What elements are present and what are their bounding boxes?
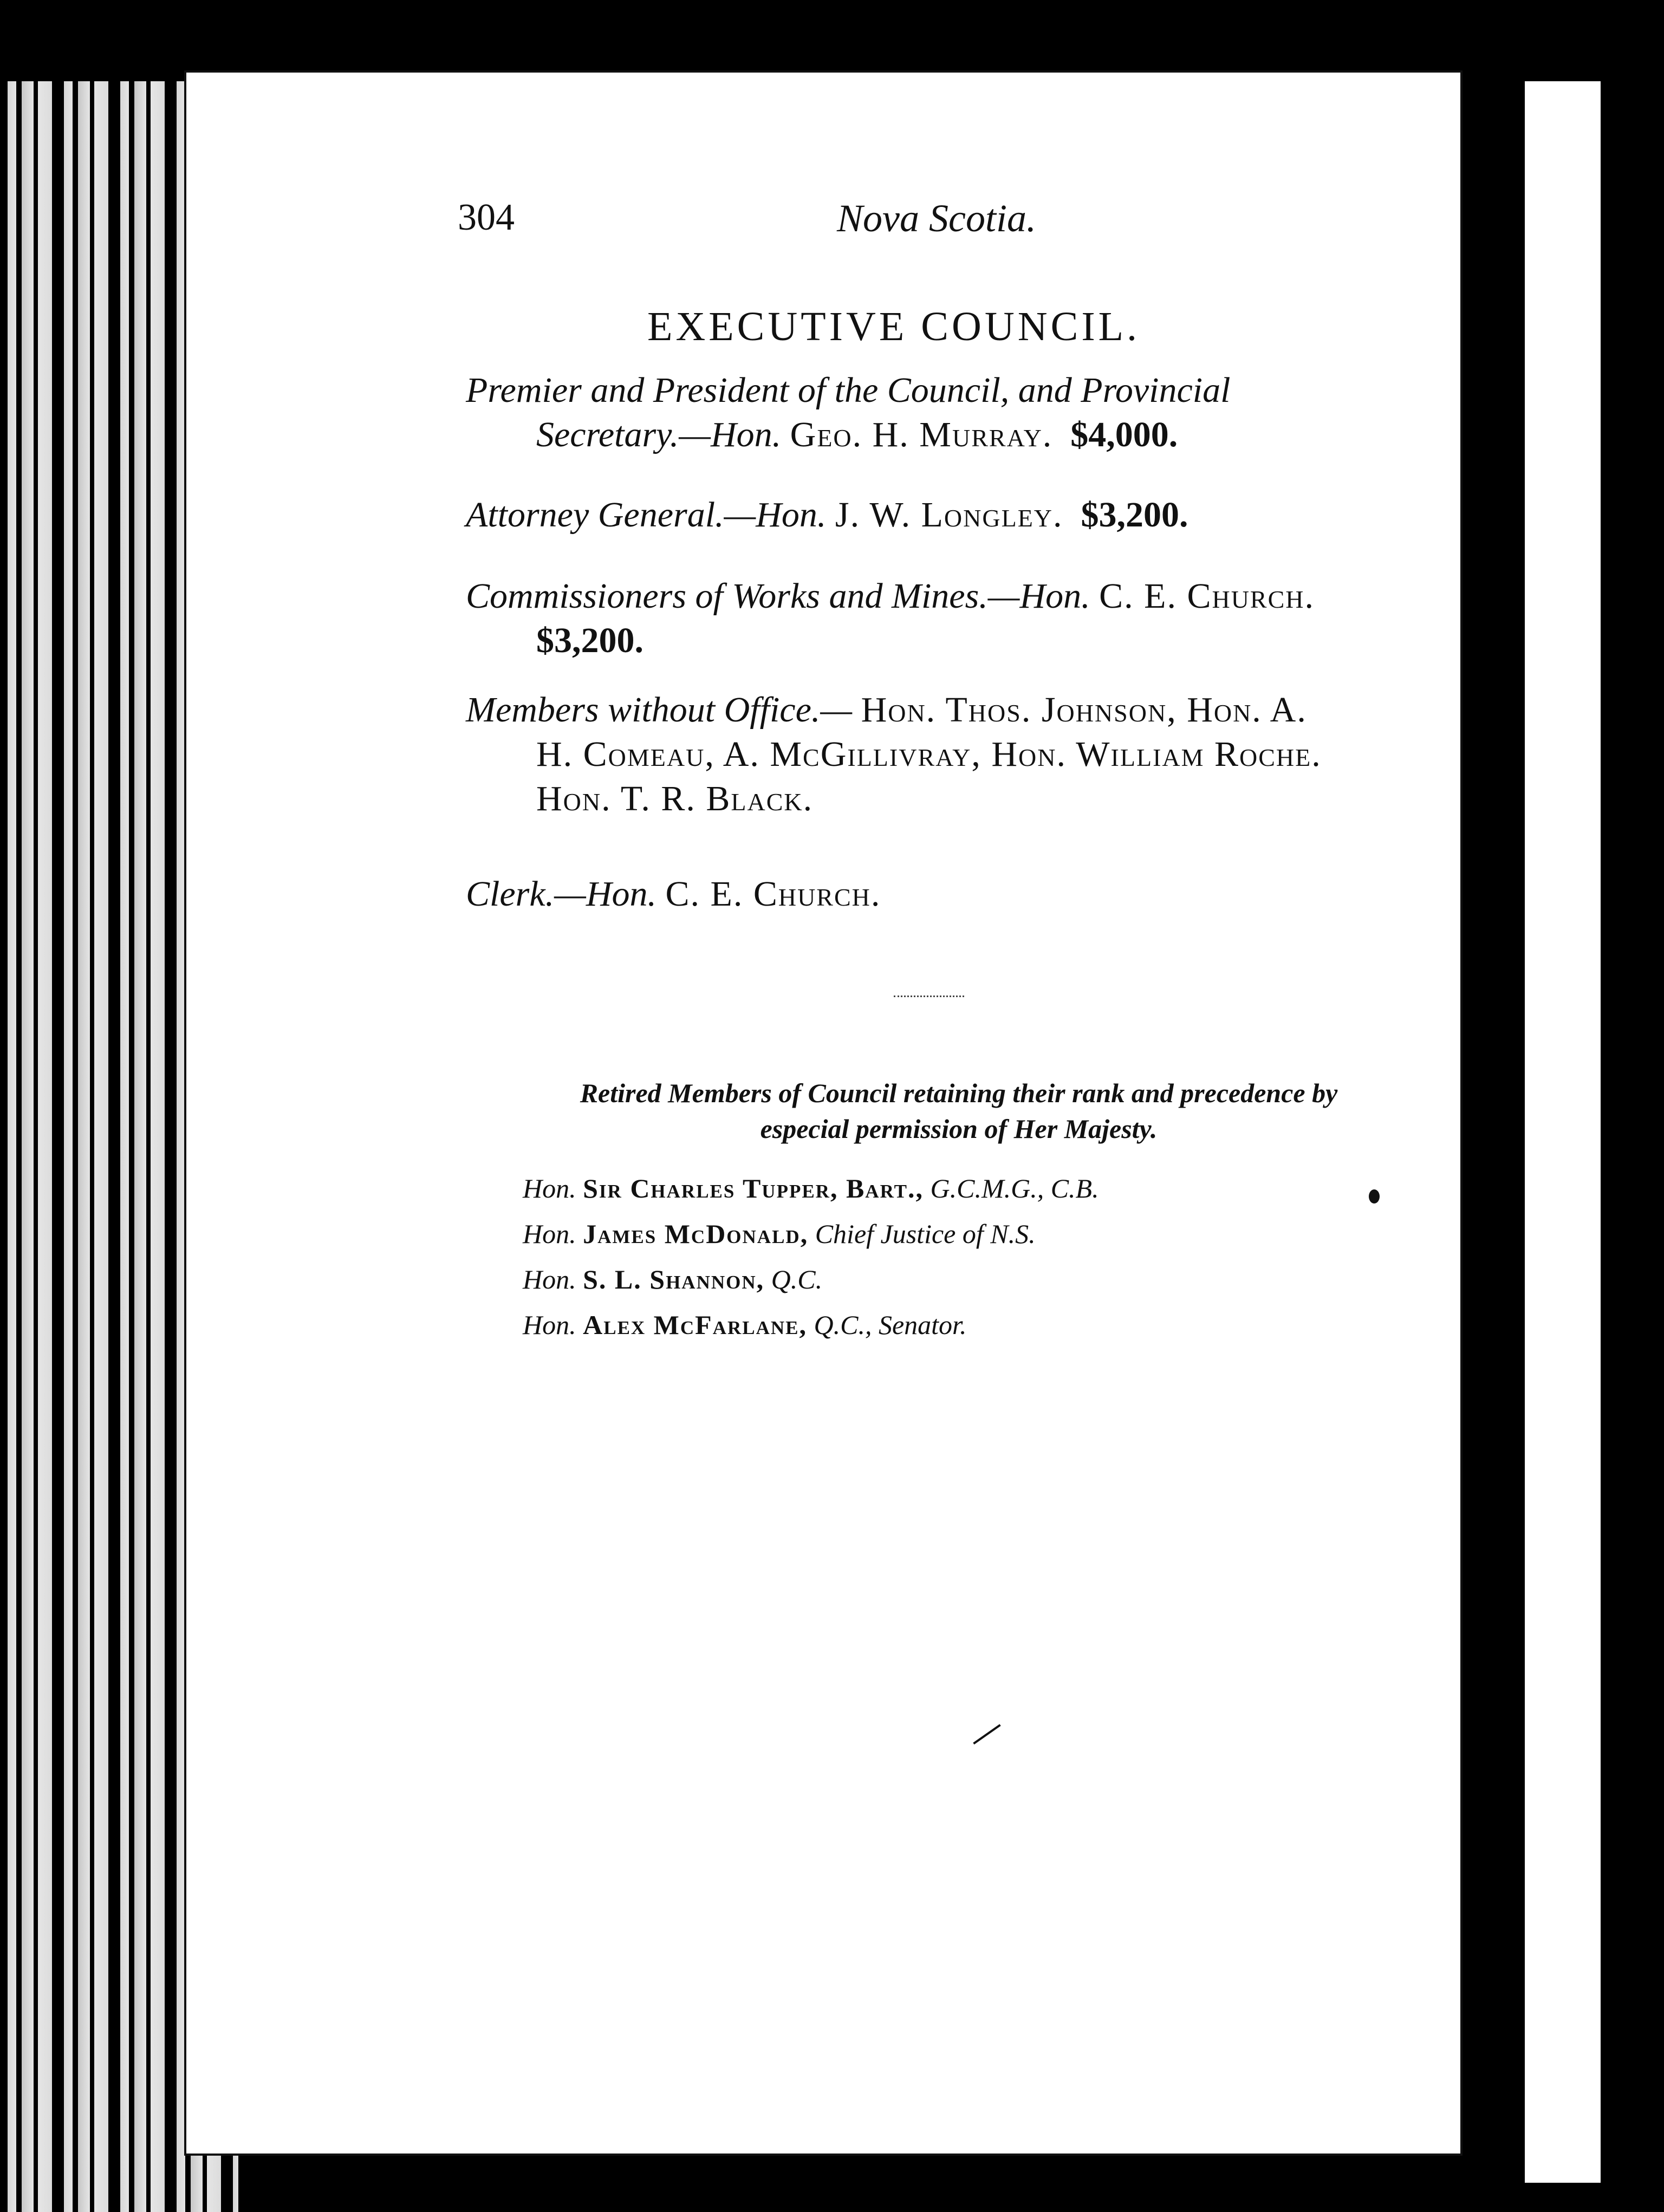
- entry-role-cont: Secretary.—: [536, 415, 711, 454]
- entry-salary: $3,200.: [536, 621, 644, 660]
- entry-honorific: Hon.: [710, 415, 782, 454]
- retired-members-list: [523, 1166, 1389, 1348]
- entry-name: C. E. Church.: [665, 874, 881, 914]
- retired-name: S. L. Shannon,: [583, 1264, 765, 1294]
- ink-speck: [1369, 1189, 1380, 1203]
- entry-role: Clerk.—: [466, 874, 586, 914]
- entry-commissioner-works-mines: [466, 574, 1430, 663]
- list-item: [523, 1302, 1389, 1348]
- entry-names-line-1: Hon. Thos. Johnson, Hon. A.: [861, 690, 1307, 730]
- entry-role: Members without Office.—: [466, 690, 853, 730]
- retired-members-note: [477, 1075, 1441, 1147]
- retired-suffix: Q.C.: [771, 1264, 823, 1294]
- entry-role: Premier and President of the Council, and Provincial: [466, 370, 1231, 410]
- entry-name: C. E. Church.: [1099, 576, 1315, 616]
- retired-name: Alex McFarlane,: [583, 1310, 807, 1340]
- entry-members-without-office: [466, 688, 1430, 821]
- entry-role: Commissioners of Works and Mines.—: [466, 576, 1020, 616]
- retired-name: James McDonald,: [583, 1219, 809, 1249]
- entry-names-line-3: Hon. T. R. Black.: [536, 779, 814, 818]
- retired-note-line-2: especial permission of Her Majesty.: [760, 1114, 1158, 1144]
- running-title: Nova Scotia.: [837, 197, 1036, 240]
- running-head: [458, 196, 1406, 239]
- entry-honorific: Hon.: [586, 874, 656, 914]
- list-item: [523, 1211, 1389, 1257]
- retired-suffix: Chief Justice of N.S.: [815, 1219, 1036, 1249]
- entry-continuation: [466, 413, 1430, 457]
- retired-name: Sir Charles Tupper, Bart.,: [583, 1173, 924, 1203]
- entry-continuation: [466, 619, 1430, 663]
- entry-attorney-general: [466, 493, 1430, 537]
- retired-suffix: G.C.M.G., C.B.: [930, 1173, 1099, 1203]
- list-item: [523, 1257, 1389, 1302]
- retired-honorific: Hon.: [523, 1219, 576, 1249]
- entry-names-line-2: H. Comeau, A. McGillivray, Hon. William Roche.: [536, 734, 1322, 774]
- entry-clerk: [466, 872, 1430, 916]
- entry-role: Attorney General.—: [466, 495, 756, 535]
- retired-honorific: Hon.: [523, 1264, 576, 1294]
- retired-suffix: Q.C., Senator.: [814, 1310, 967, 1340]
- section-divider: [894, 996, 964, 999]
- entry-name: J. W. Longley.: [835, 495, 1063, 535]
- facing-page-strip: [1525, 81, 1601, 2183]
- entry-honorific: Hon.: [756, 495, 827, 535]
- entry-salary: $4,000.: [1070, 415, 1178, 454]
- retired-honorific: Hon.: [523, 1310, 576, 1340]
- entry-premier: [466, 368, 1430, 457]
- page-content: [184, 70, 1462, 2156]
- section-title: EXECUTIVE COUNCIL.: [647, 304, 1141, 349]
- retired-note-line-1: Retired Members of Council retaining their rank and precedence by: [580, 1078, 1338, 1108]
- page-number: 304: [458, 197, 515, 238]
- entry-name: Geo. H. Murray.: [790, 415, 1053, 454]
- entry-honorific: Hon.: [1019, 576, 1090, 616]
- retired-honorific: Hon.: [523, 1173, 576, 1203]
- list-item: [523, 1166, 1389, 1211]
- entry-salary: $3,200.: [1081, 495, 1188, 535]
